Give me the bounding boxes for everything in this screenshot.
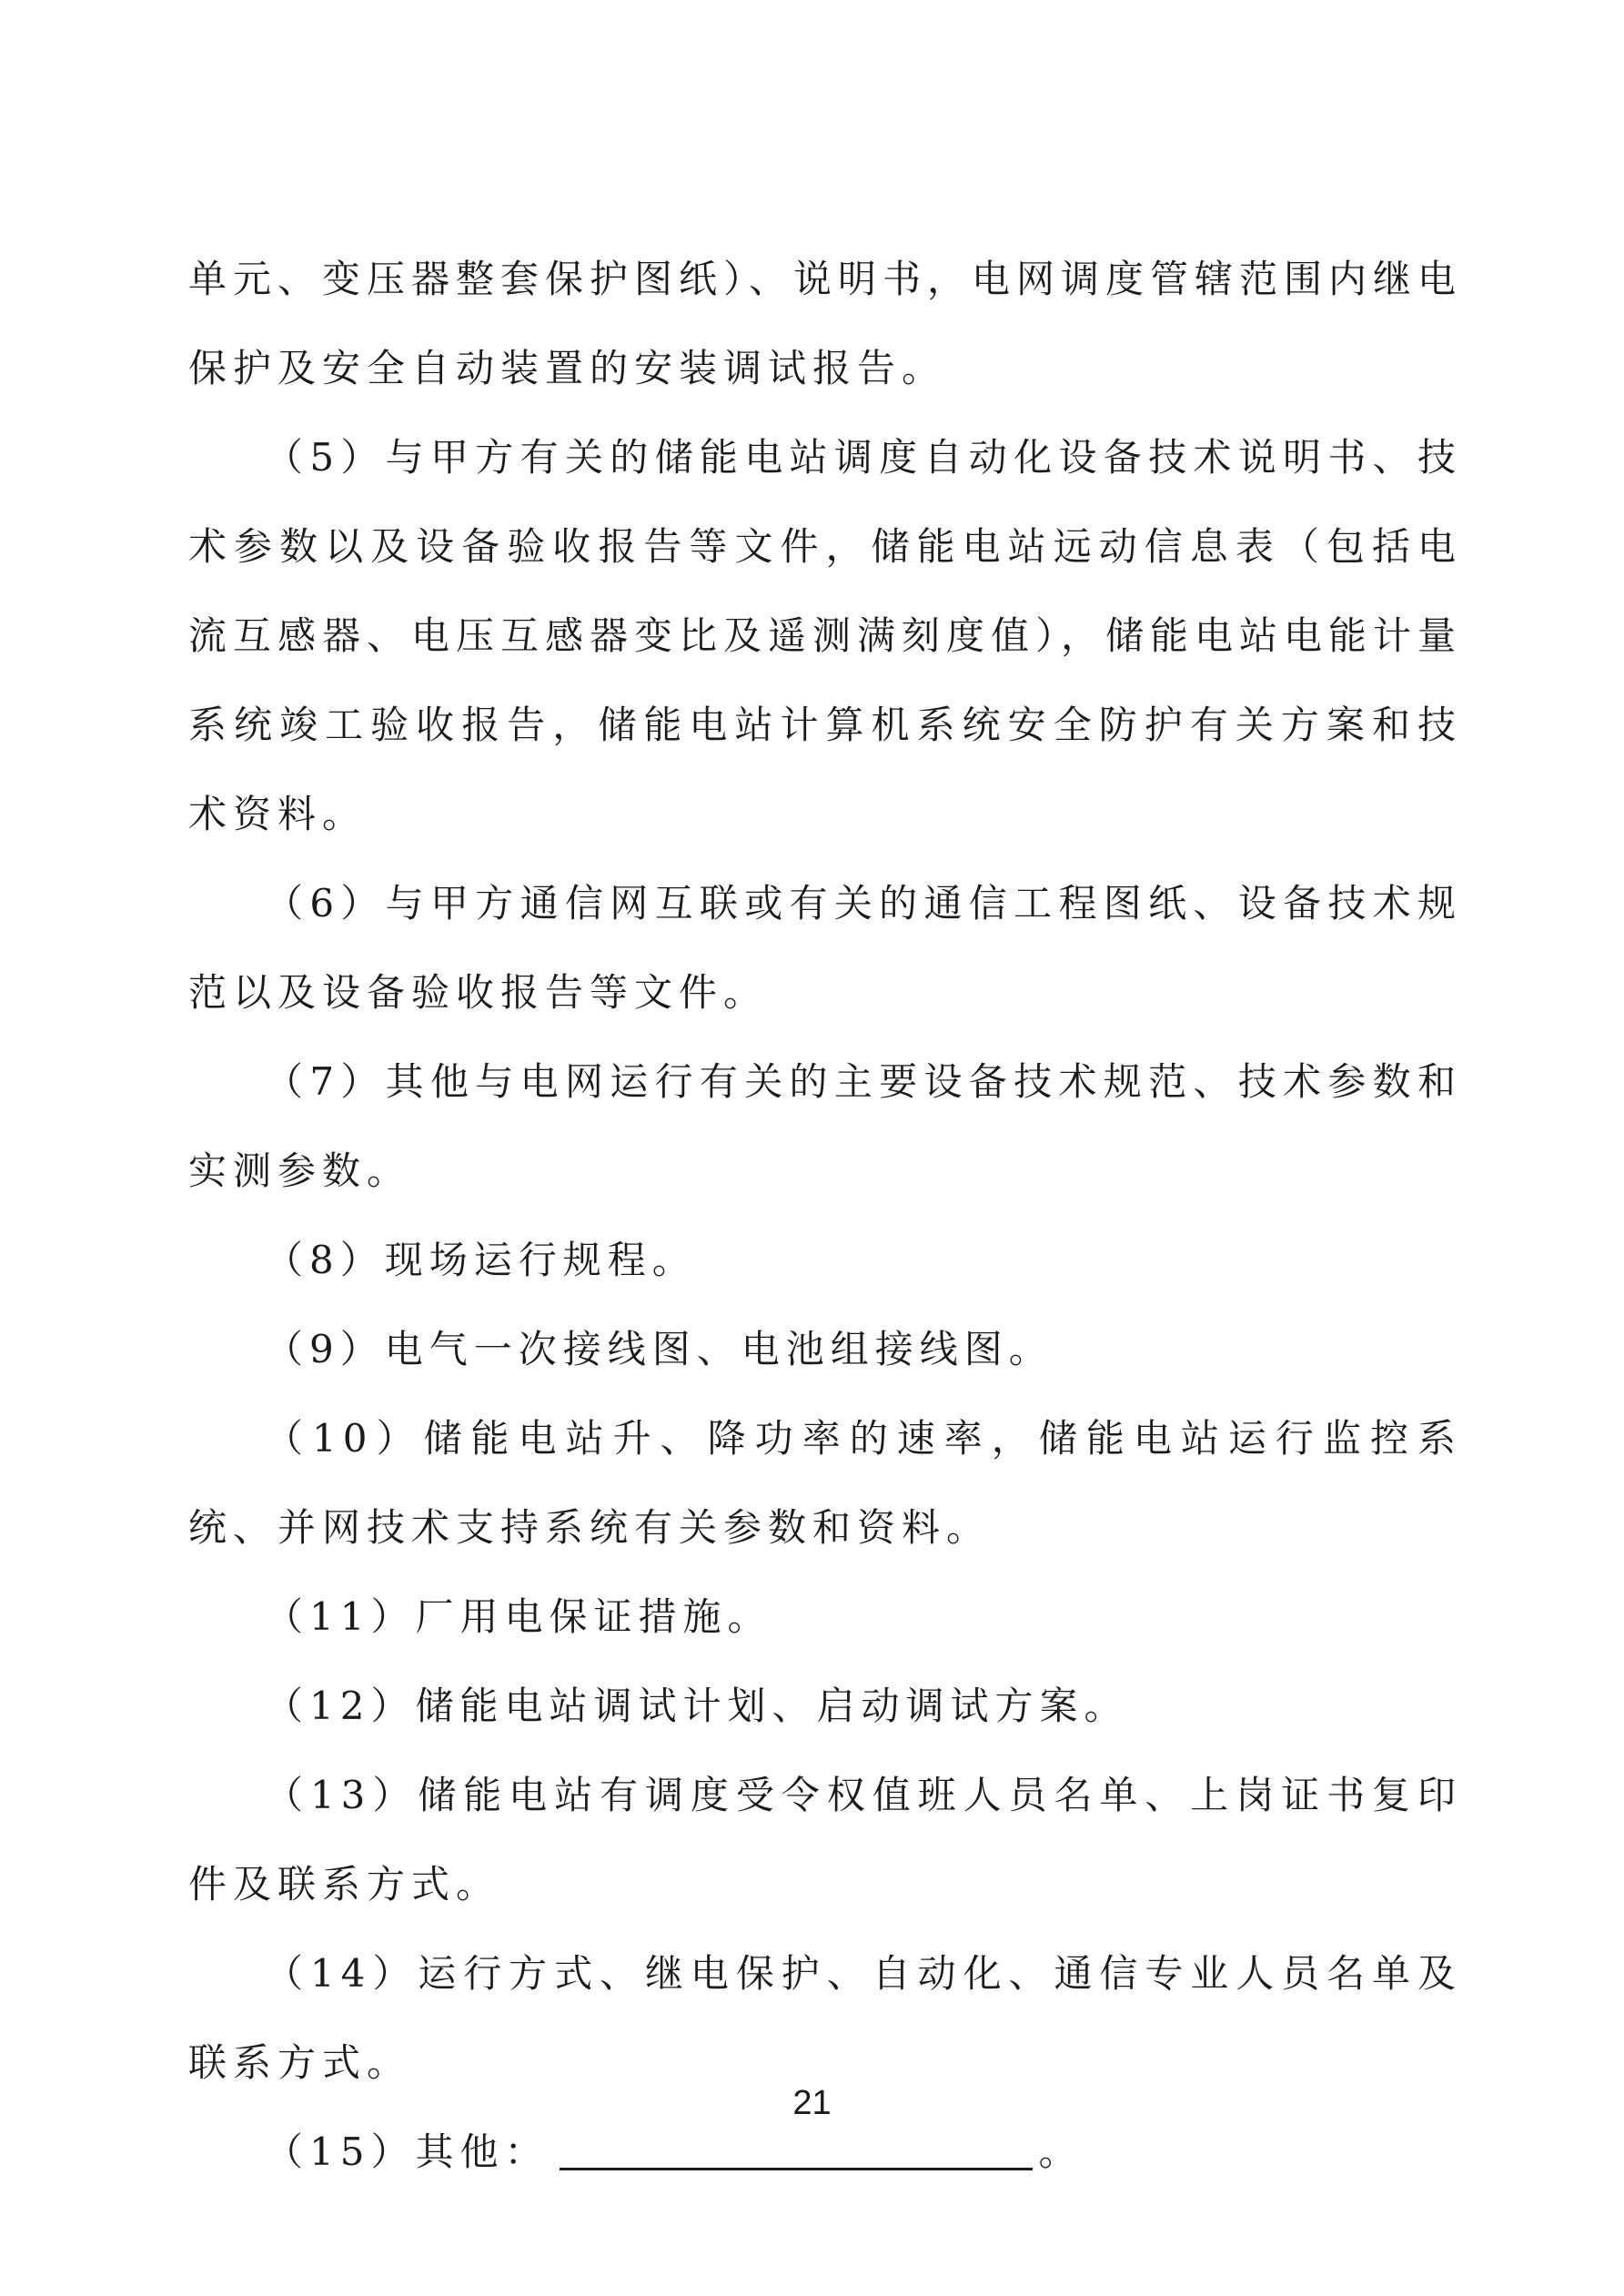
list-item-9: （9）电气一次接线图、电池组接线图。	[265, 1327, 1054, 1371]
list-item-15-prefix: （15）其他：	[265, 2129, 550, 2174]
list-item-5: （5）与甲方有关的储能电站调度自动化设备技术说明书、技术参数以及设备验收报告等文件，储能电站远动信息表（包括电流互感器、电压互感器变比及遥测满刻度值），储能电站电能计量系统竣工验收报告，储能电站计算机系统安全防护有关方案和技术资料。	[188, 435, 1463, 836]
list-item-14: （14）运行方式、继电保护、自动化、通信专业人员名单及联系方式。	[188, 1951, 1462, 2085]
list-item-12: （12）储能电站调试计划、启动调试方案。	[265, 1684, 1129, 1728]
list-item-11: （11）厂用电保证措施。	[265, 1594, 772, 1639]
list-item-15-suffix: 。	[1038, 2129, 1084, 2174]
list-item-8: （8）现场运行规程。	[265, 1238, 697, 1282]
paragraph-continuation: 单元、变压器整套保护图纸）、说明书，电网调度管辖范围内继电保护及安全自动装置的安装调试报告。	[188, 257, 1463, 390]
list-item-7: （7）其他与电网运行有关的主要设备技术规范、技术参数和实测参数。	[188, 1059, 1462, 1193]
list-item-10: （10）储能电站升、降功率的速率，储能电站运行监控系统、并网技术支持系统有关参数和资料。	[188, 1416, 1462, 1550]
list-item-6: （6）与甲方通信网互联或有关的通信工程图纸、设备技术规范以及设备验收报告等文件。	[188, 881, 1462, 1015]
page-number: 21	[792, 2084, 832, 2122]
document-body	[188, 235, 1462, 2197]
list-item-13: （13）储能电站有调度受令权值班人员名单、上岗证书复印件及联系方式。	[188, 1773, 1462, 1907]
fill-in-blank-line	[560, 2129, 1033, 2170]
